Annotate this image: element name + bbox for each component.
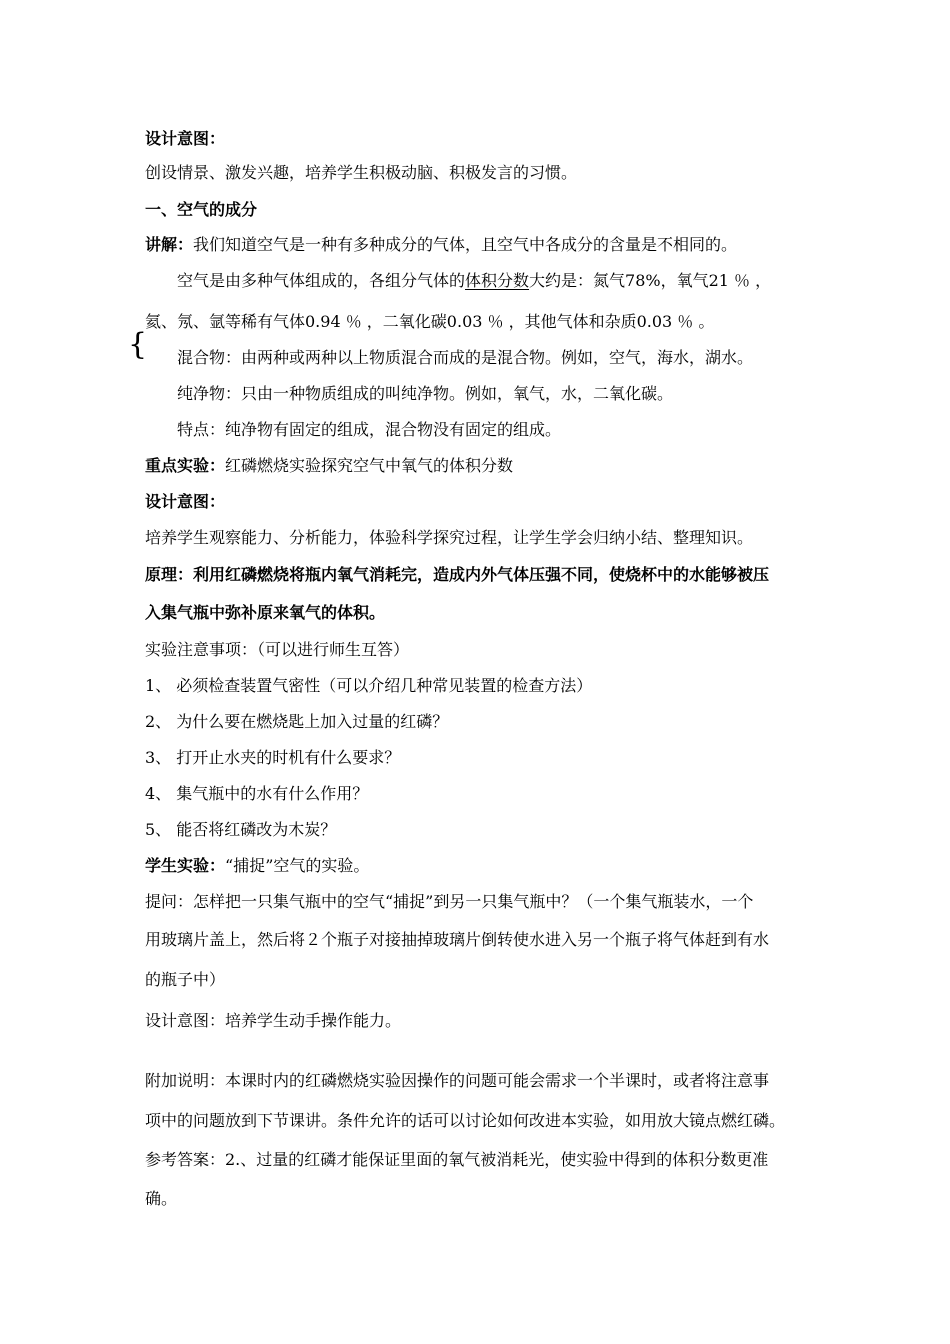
additional-note-line-1: 附加说明：本课时内的红磷燃烧实验因操作的问题可能会需求一个半课时，或者将注意事 <box>145 1071 770 1090</box>
explanation-text: 我们知道空气是一种有多种成分的气体，且空气中各成分的含量是不相同的。 <box>193 235 738 254</box>
design-intent-3: 设计意图：培养学生动手操作能力。 <box>145 1011 402 1030</box>
composition-line-2: 氦、氖、氩等稀有气体0.94 ％ ，二氧化碳0.03 ％ ，其他气体和杂质0.03 ％ 。 <box>145 312 715 331</box>
composition-text-b: 大约是：氮气78%，氧气21 ％ ， <box>529 271 772 290</box>
heading-design-intent-2: 设计意图： <box>145 492 226 511</box>
note-item-4: 4、 集气瓶中的水有什么作用？ <box>145 784 369 803</box>
pure-substance-definition: 纯净物：只由一种物质组成的叫纯净物。例如，氧气，水，二氧化碳。 <box>177 384 674 403</box>
note-item-1: 1、 必须检查装置气密性（可以介绍几种常见装置的检查方法） <box>145 676 593 695</box>
note-item-2: 2、 为什么要在燃烧匙上加入过量的红磷？ <box>145 712 449 731</box>
paragraph-intent-1: 创设情景、激发兴趣，培养学生积极动脑、积极发言的习惯。 <box>145 163 578 182</box>
key-experiment-line <box>145 456 513 476</box>
reference-answer-line-2: 确。 <box>145 1189 178 1208</box>
brace-glyph: { <box>128 327 148 362</box>
student-experiment-label: 学生实验： <box>145 856 226 875</box>
reference-answer-line-1: 参考答案：2.、过量的红磷才能保证里面的氧气被消耗光，使实验中得到的体积分数更准 <box>145 1150 769 1169</box>
volume-fraction-term: 体积分数 <box>465 271 530 290</box>
heading-design-intent-1: 设计意图： <box>145 129 226 148</box>
student-experiment-text: “捕捉”空气的实验。 <box>225 856 370 875</box>
explanation-label: 讲解： <box>145 235 194 254</box>
paragraph-intent-2: 培养学生观察能力、分析能力，体验科学探究过程，让学生学会归纳小结、整理知识。 <box>145 528 754 547</box>
notes-heading: 实验注意事项：（可以进行师生互答） <box>145 640 410 659</box>
student-experiment-line <box>145 856 369 876</box>
principle-line-2: 入集气瓶中弥补原来氧气的体积。 <box>145 603 386 622</box>
note-item-5: 5、 能否将红磷改为木炭？ <box>145 820 337 839</box>
question-line-1: 提问：怎样把一只集气瓶中的空气“捕捉”到另一只集气瓶中？（一个集气瓶装水，一个 <box>145 892 754 911</box>
characteristics-line: 特点：纯净物有固定的组成，混合物没有固定的组成。 <box>177 420 562 439</box>
principle-line-1: 原理：利用红磷燃烧将瓶内氧气消耗完，造成内外气体压强不同，使烧杯中的水能够被压 <box>145 565 770 584</box>
question-line-2: 用玻璃片盖上，然后将２个瓶子对接抽掉玻璃片倒转使水进入另一个瓶子将气体赶到有水 <box>145 930 770 949</box>
explanation-line <box>145 235 737 255</box>
section-heading-air-composition: 一、空气的成分 <box>145 200 258 219</box>
composition-text-a: 空气是由多种气体组成的，各组分气体的 <box>177 271 466 290</box>
note-item-3: 3、 打开止水夹的时机有什么要求？ <box>145 748 401 767</box>
key-experiment-text: 红磷燃烧实验探究空气中氧气的体积分数 <box>225 456 514 475</box>
additional-note-line-2: 项中的问题放到下节课讲。条件允许的话可以讨论如何改进本实验，如用放大镜点燃红磷。 <box>145 1111 786 1130</box>
question-line-3: 的瓶子中） <box>145 970 226 989</box>
composition-line-1 <box>177 271 771 291</box>
key-experiment-label: 重点实验： <box>145 456 226 475</box>
mixture-definition: 混合物：由两种或两种以上物质混合而成的是混合物。例如，空气，海水，湖水。 <box>177 348 754 367</box>
